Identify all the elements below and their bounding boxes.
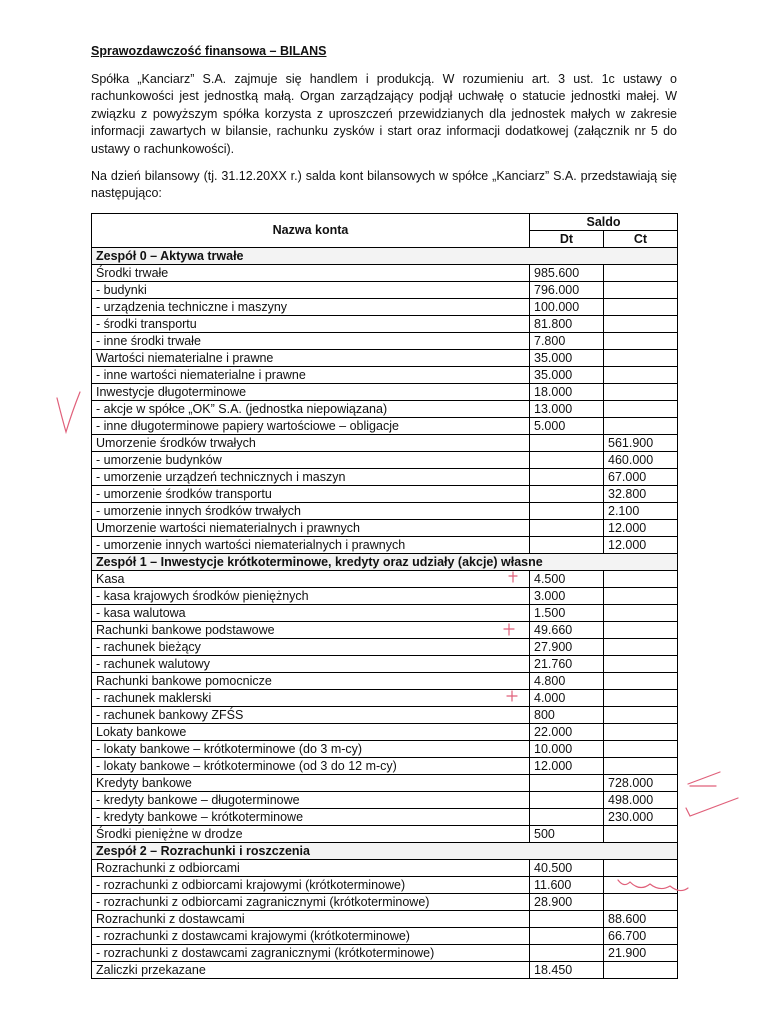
dt-cell: 81.800: [530, 315, 604, 332]
table-row: [92, 400, 678, 417]
account-name-cell: Inwestycje długoterminowe: [92, 383, 530, 400]
table-row: [92, 723, 678, 740]
account-name-cell: - inne środki trwałe: [92, 332, 530, 349]
table-row: [92, 298, 678, 315]
ct-cell: 2.100: [604, 502, 678, 519]
account-name-cell: Zaliczki przekazane: [92, 961, 530, 978]
table-row: [92, 859, 678, 876]
table-body: [92, 247, 678, 978]
account-name-cell: - inne długoterminowe papiery wartościowe – obligacje: [92, 417, 530, 434]
table-row: [92, 825, 678, 842]
dt-cell: 11.600: [530, 876, 604, 893]
ct-cell: [604, 281, 678, 298]
dt-cell: 35.000: [530, 349, 604, 366]
ct-cell: [604, 264, 678, 281]
arrow-mark-kredyty: [688, 772, 720, 786]
group-header-row: [92, 553, 678, 570]
table-row: [92, 570, 678, 587]
dt-cell: [530, 451, 604, 468]
table-row: [92, 774, 678, 791]
dt-cell: 22.000: [530, 723, 604, 740]
table-row: [92, 927, 678, 944]
table-row: [92, 587, 678, 604]
table-row: [92, 485, 678, 502]
dt-cell: 18.450: [530, 961, 604, 978]
account-name-cell: - środki transportu: [92, 315, 530, 332]
table-row: [92, 876, 678, 893]
dt-cell: [530, 502, 604, 519]
ct-cell: [604, 740, 678, 757]
table-row: [92, 893, 678, 910]
table-row: [92, 621, 678, 638]
dt-cell: 10.000: [530, 740, 604, 757]
account-name-cell: - rachunek bankowy ZFŚS: [92, 706, 530, 723]
ct-cell: 88.600: [604, 910, 678, 927]
table-row: [92, 434, 678, 451]
dt-cell: 13.000: [530, 400, 604, 417]
table-row: [92, 791, 678, 808]
dt-cell: 18.000: [530, 383, 604, 400]
table-header-row: [92, 213, 678, 230]
dt-cell: [530, 927, 604, 944]
dt-cell: 27.900: [530, 638, 604, 655]
header-dt: Dt: [530, 230, 604, 247]
ct-cell: 21.900: [604, 944, 678, 961]
balance-date-paragraph: Na dzień bilansowy (tj. 31.12.20XX r.) salda kont bilansowych w spółce „Kanciarz” S.A. przedstawiają się następująco:: [91, 169, 677, 201]
dt-cell: [530, 774, 604, 791]
header-account-name: Nazwa konta: [92, 213, 530, 247]
table-row: [92, 264, 678, 281]
ct-cell: [604, 825, 678, 842]
account-name-cell: - rozrachunki z dostawcami krajowymi (krótkoterminowe): [92, 927, 530, 944]
check-mark-kredyty: [686, 798, 738, 816]
checkmark-left: [57, 392, 80, 432]
account-name-cell: Rachunki bankowe pomocnicze: [92, 672, 530, 689]
table-row: [92, 536, 678, 553]
group-header-row: [92, 247, 678, 264]
account-name-cell: Lokaty bankowe: [92, 723, 530, 740]
ct-cell: [604, 383, 678, 400]
account-name-cell: Umorzenie wartości niematerialnych i prawnych: [92, 519, 530, 536]
dt-cell: 7.800: [530, 332, 604, 349]
account-name-cell: - rachunek walutowy: [92, 655, 530, 672]
table-row: [92, 502, 678, 519]
dt-cell: [530, 485, 604, 502]
ct-cell: [604, 366, 678, 383]
account-name-cell: - rozrachunki z odbiorcami zagranicznymi (krótkoterminowe): [92, 893, 530, 910]
ct-cell: 728.000: [604, 774, 678, 791]
ct-cell: [604, 706, 678, 723]
ct-cell: 460.000: [604, 451, 678, 468]
table-row: [92, 910, 678, 927]
dt-cell: 3.000: [530, 587, 604, 604]
table-row: [92, 740, 678, 757]
balance-table: [91, 213, 678, 979]
dt-cell: 4.000: [530, 689, 604, 706]
dt-cell: 4.500: [530, 570, 604, 587]
ct-cell: [604, 672, 678, 689]
table-row: [92, 451, 678, 468]
account-name-cell: Kredyty bankowe: [92, 774, 530, 791]
dt-cell: 28.900: [530, 893, 604, 910]
table-row: [92, 519, 678, 536]
account-name-cell: Rachunki bankowe podstawowe: [92, 621, 530, 638]
account-name-cell: - rachunek maklerski: [92, 689, 530, 706]
ct-cell: 32.800: [604, 485, 678, 502]
ct-cell: [604, 723, 678, 740]
account-name-cell: - umorzenie innych wartości niematerialnych i prawnych: [92, 536, 530, 553]
account-name-cell: - budynki: [92, 281, 530, 298]
account-name-cell: - urządzenia techniczne i maszyny: [92, 298, 530, 315]
account-name-cell: - umorzenie środków transportu: [92, 485, 530, 502]
ct-cell: [604, 893, 678, 910]
ct-cell: 561.900: [604, 434, 678, 451]
table-row: [92, 944, 678, 961]
dt-cell: 12.000: [530, 757, 604, 774]
ct-cell: [604, 859, 678, 876]
dt-cell: [530, 434, 604, 451]
account-name-cell: - umorzenie innych środków trwałych: [92, 502, 530, 519]
account-name-cell: - kredyty bankowe – krótkoterminowe: [92, 808, 530, 825]
account-name-cell: Wartości niematerialne i prawne: [92, 349, 530, 366]
ct-cell: 498.000: [604, 791, 678, 808]
header-ct: Ct: [604, 230, 678, 247]
ct-cell: 12.000: [604, 536, 678, 553]
ct-cell: 67.000: [604, 468, 678, 485]
account-name-cell: Środki pieniężne w drodze: [92, 825, 530, 842]
account-name-cell: - umorzenie urządzeń technicznych i maszyn: [92, 468, 530, 485]
ct-cell: [604, 621, 678, 638]
table-row: [92, 808, 678, 825]
ct-cell: [604, 689, 678, 706]
ct-cell: 230.000: [604, 808, 678, 825]
intro-paragraph: Spółka „Kanciarz” S.A. zajmuje się handlem i produkcją. W rozumieniu art. 3 ust. 1c ustawy o rachunkowości jest jednostką małą. Organ zarządzający podjął uchwałę o statucie jednostki małej. W związku z powyższym spółka korzysta z uproszczeń przewidzianych dla jednostek małych w zakresie informacji zawartych w bilansie, rachunku zysków i start oraz informacji dodatkowej (załącznik nr 5 do ustawy o rachunkowości).: [91, 72, 677, 156]
ct-cell: 12.000: [604, 519, 678, 536]
account-name-cell: Umorzenie środków trwałych: [92, 434, 530, 451]
account-name-cell: - kasa krajowych środków pieniężnych: [92, 587, 530, 604]
dt-cell: 35.000: [530, 366, 604, 383]
account-name-cell: - rozrachunki z odbiorcami krajowymi (krótkoterminowe): [92, 876, 530, 893]
ct-cell: [604, 604, 678, 621]
dt-cell: 49.660: [530, 621, 604, 638]
account-name-cell: - kredyty bankowe – długoterminowe: [92, 791, 530, 808]
ct-cell: [604, 570, 678, 587]
account-name-cell: - lokaty bankowe – krótkoterminowe (do 3 m-cy): [92, 740, 530, 757]
ct-cell: [604, 587, 678, 604]
account-name-cell: Rozrachunki z odbiorcami: [92, 859, 530, 876]
dt-cell: 5.000: [530, 417, 604, 434]
dt-cell: 100.000: [530, 298, 604, 315]
document-page: [91, 43, 677, 979]
dt-cell: 985.600: [530, 264, 604, 281]
group-title: Zespół 2 – Rozrachunki i roszczenia: [92, 842, 678, 859]
document-title: Sprawozdawczość finansowa – BILANS: [91, 44, 327, 58]
account-name-cell: Środki trwałe: [92, 264, 530, 281]
group-title: Zespół 0 – Aktywa trwałe: [92, 247, 678, 264]
table-row: [92, 672, 678, 689]
dt-cell: 796.000: [530, 281, 604, 298]
table-row: [92, 757, 678, 774]
group-title: Zespół 1 – Inwestycje krótkoterminowe, kredyty oraz udziały (akcje) własne: [92, 553, 678, 570]
account-name-cell: - inne wartości niematerialne i prawne: [92, 366, 530, 383]
ct-cell: [604, 876, 678, 893]
table-row: [92, 315, 678, 332]
table-row: [92, 638, 678, 655]
dt-cell: 4.800: [530, 672, 604, 689]
ct-cell: [604, 961, 678, 978]
account-name-cell: Rozrachunki z dostawcami: [92, 910, 530, 927]
ct-cell: [604, 298, 678, 315]
dt-cell: 800: [530, 706, 604, 723]
table-row: [92, 655, 678, 672]
table-row: [92, 383, 678, 400]
table-row: [92, 417, 678, 434]
dt-cell: [530, 944, 604, 961]
dt-cell: [530, 468, 604, 485]
dt-cell: 21.760: [530, 655, 604, 672]
ct-cell: 66.700: [604, 927, 678, 944]
dt-cell: [530, 910, 604, 927]
dt-cell: [530, 791, 604, 808]
dt-cell: [530, 536, 604, 553]
table-row: [92, 706, 678, 723]
ct-cell: [604, 315, 678, 332]
dt-cell: 40.500: [530, 859, 604, 876]
table-row: [92, 604, 678, 621]
ct-cell: [604, 332, 678, 349]
group-header-row: [92, 842, 678, 859]
ct-cell: [604, 638, 678, 655]
header-saldo: Saldo: [530, 213, 678, 230]
account-name-cell: - lokaty bankowe – krótkoterminowe (od 3 do 12 m-cy): [92, 757, 530, 774]
ct-cell: [604, 349, 678, 366]
table-row: [92, 281, 678, 298]
table-row: [92, 689, 678, 706]
ct-cell: [604, 757, 678, 774]
account-name-cell: - umorzenie budynków: [92, 451, 530, 468]
table-row: [92, 468, 678, 485]
dt-cell: [530, 808, 604, 825]
table-row: [92, 332, 678, 349]
table-row: [92, 366, 678, 383]
dt-cell: 1.500: [530, 604, 604, 621]
account-name-cell: - rozrachunki z dostawcami zagranicznymi (krótkoterminowe): [92, 944, 530, 961]
dt-cell: [530, 519, 604, 536]
table-row: [92, 961, 678, 978]
dt-cell: 500: [530, 825, 604, 842]
table-row: [92, 349, 678, 366]
account-name-cell: Kasa: [92, 570, 530, 587]
account-name-cell: - akcje w spółce „OK” S.A. (jednostka niepowiązana): [92, 400, 530, 417]
ct-cell: [604, 417, 678, 434]
ct-cell: [604, 400, 678, 417]
account-name-cell: - kasa walutowa: [92, 604, 530, 621]
account-name-cell: - rachunek bieżący: [92, 638, 530, 655]
ct-cell: [604, 655, 678, 672]
